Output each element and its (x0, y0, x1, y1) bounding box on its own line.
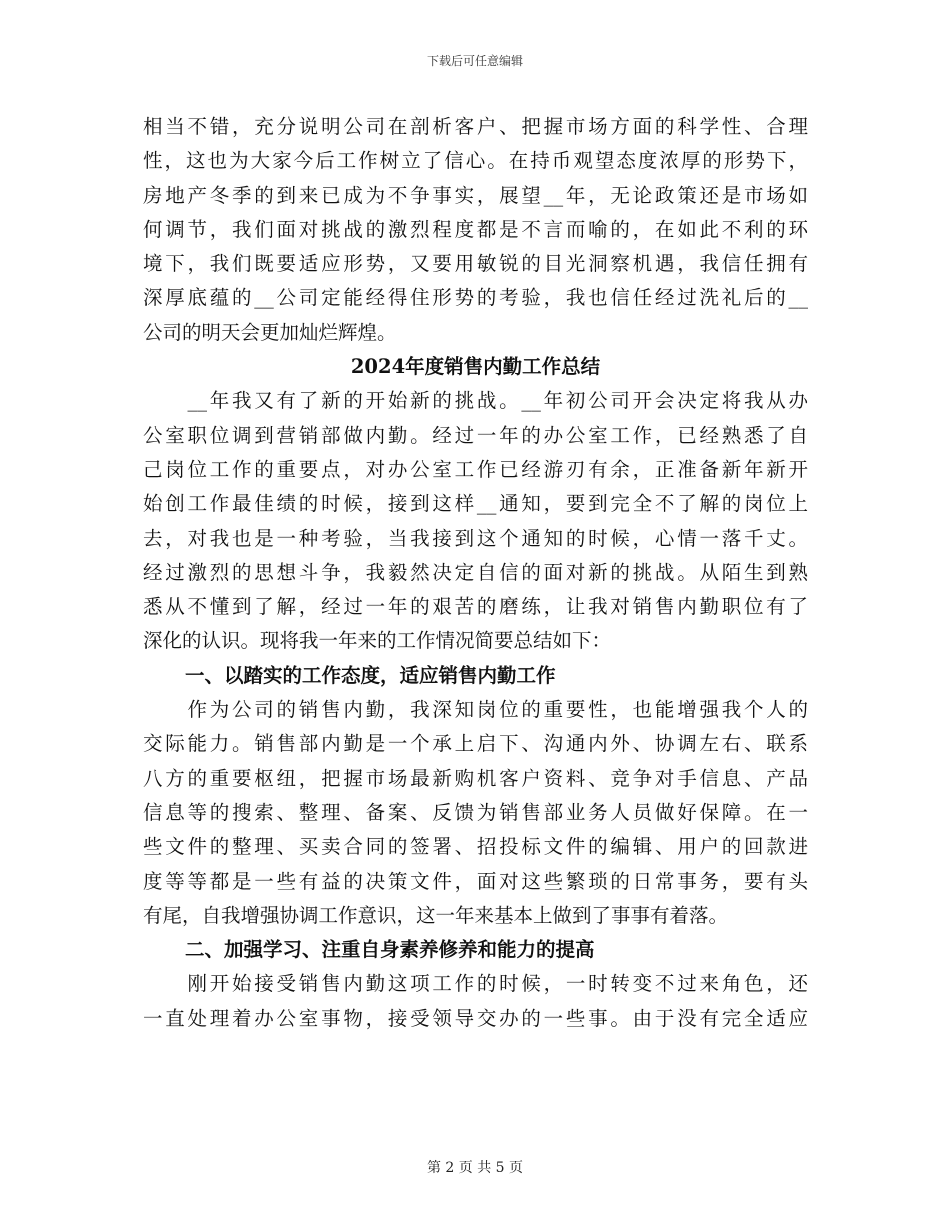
article-title: 2024年度销售内勤工作总结 (350, 355, 601, 379)
paragraph-line: 经过激烈的思想斗争，我毅然决定自信的面对新的挑战。从陌生到熟 (143, 560, 808, 584)
paragraph-line: 些文件的整理、买卖合同的签署、招投标文件的编辑、用户的回款进 (143, 835, 808, 859)
paragraph-line: 性，这也为大家今后工作树立了信心。在持币观望态度浓厚的形势下， (143, 149, 808, 173)
paragraph-line: 何调节，我们面对挑战的激烈程度都是不言而喻的，在如此不利的环 (143, 217, 808, 241)
paragraph-line: 深厚底蕴的__公司定能经得住形势的考验，我也信任经过洗礼后的__ (143, 286, 808, 310)
section-heading-2: 二、加强学习、注重自身素养修养和能力的提高 (185, 938, 595, 962)
paragraph-line: 度等等都是一些有益的决策文件，面对这些繁琐的日常事务，要有头 (143, 869, 808, 893)
paragraph-line: 境下，我们既要适应形势，又要用敏锐的目光洞察机遇，我信任拥有 (143, 252, 808, 276)
paragraph-line: 刚开始接受销售内勤这项工作的时候，一时转变不过来角色，还 (143, 972, 808, 996)
paragraph-line: 公室职位调到营销部做内勤。经过一年的办公室工作，已经熟悉了自 (143, 423, 808, 447)
paragraph-line: 去，对我也是一种考验，当我接到这个通知的时候，心情一落千丈。 (143, 526, 808, 550)
paragraph-line: 深化的认识。现将我一年来的工作情况简要总结如下： (143, 629, 612, 653)
paragraph-line: 信息等的搜索、整理、备案、反馈为销售部业务人员做好保障。在一 (143, 800, 808, 824)
paragraph-line: 八方的重要枢纽，把握市场最新购机客户资料、竞争对手信息、产品 (143, 766, 808, 790)
paragraph-line: 己岗位工作的重要点，对办公室工作已经游刃有余，正准备新年新开 (143, 457, 808, 481)
page-footer: 第 2 页 共 5 页 (426, 1160, 524, 1176)
section-2-body (143, 967, 808, 1036)
paragraph-line: 始创工作最佳绩的时候，接到这样__通知，要到完全不了解的岗位上 (143, 492, 808, 516)
paragraph-line: __年我又有了新的开始新的挑战。__年初公司开会决定将我从办 (143, 389, 808, 413)
section-heading-1: 一、以踏实的工作态度，适应销售内勤工作 (185, 663, 556, 687)
paragraph-line: 有尾，自我增强协调工作意识，这一年来基本上做到了事事有着落。 (143, 903, 729, 927)
paragraph-line: 悉从不懂到了解，经过一年的艰苦的磨练，让我对销售内勤职位有了 (143, 595, 808, 619)
paragraph-line: 相当不错，充分说明公司在剖析客户、把握市场方面的科学性、合理 (143, 115, 808, 138)
paragraph-1 (143, 384, 808, 658)
paragraph-line: 交际能力。销售部内勤是一个承上启下、沟通内外、协调左右、联系 (143, 732, 808, 756)
document-body (143, 110, 808, 1036)
intro-paragraph (143, 110, 808, 350)
paragraph-line: 房地产冬季的到来已成为不争事实，展望__年，无论政策还是市场如 (143, 183, 808, 207)
section-1-body (143, 693, 808, 933)
page-header: 下载后可任意编辑 (426, 54, 523, 68)
paragraph-line: 一直处理着办公室事物，接受领导交办的一些事。由于没有完全适应 (143, 1006, 808, 1030)
paragraph-line: 公司的明天会更加灿烂辉煌。 (143, 320, 397, 344)
paragraph-line: 作为公司的销售内勤，我深知岗位的重要性，也能增强我个人的 (143, 698, 808, 722)
